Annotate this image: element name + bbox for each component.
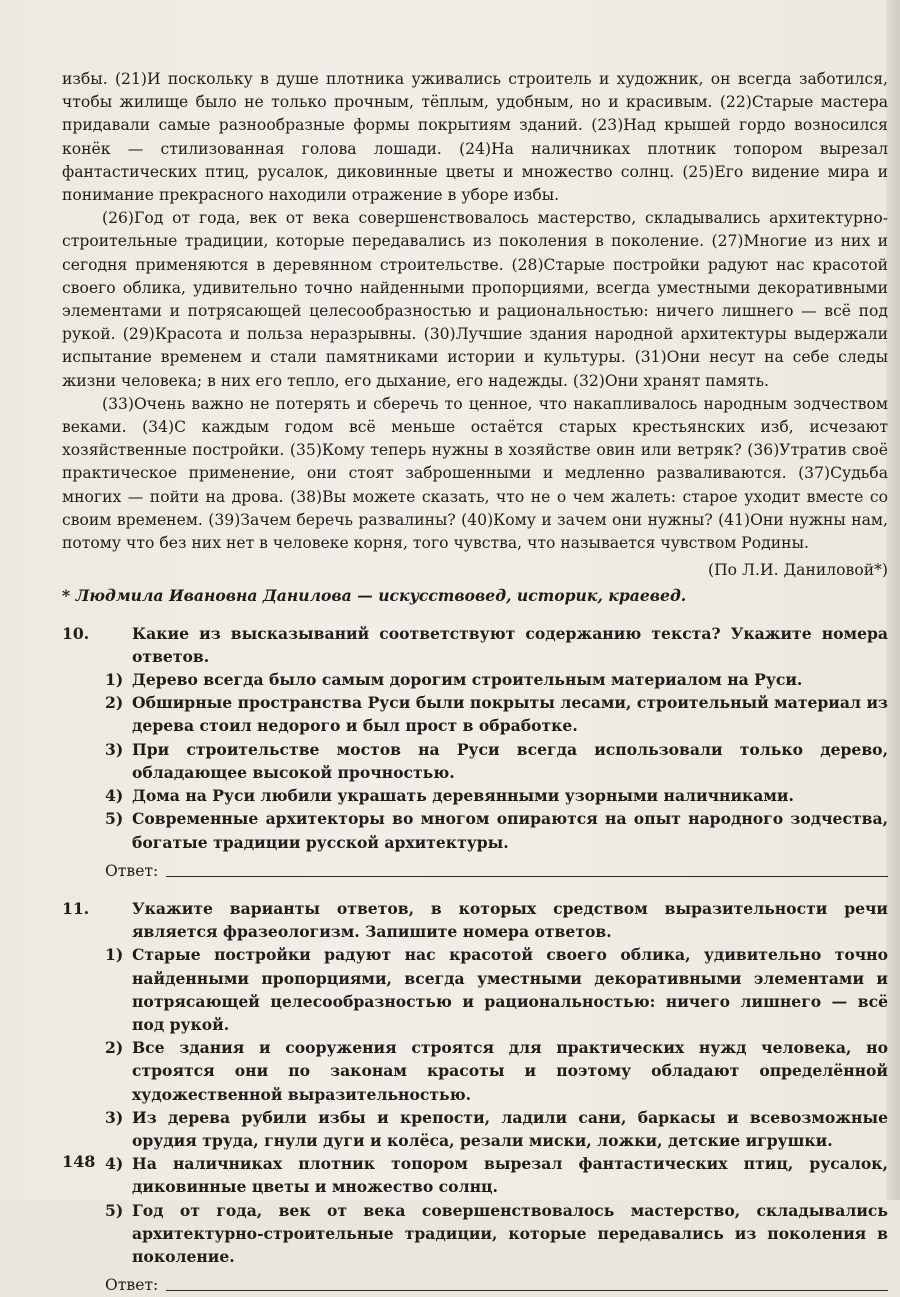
option-number: 3) (105, 1107, 124, 1127)
option-number: 2) (105, 1038, 124, 1058)
option-text: Год от года, век от века совершенствовалось мастерство, складывались архитектурно-строительные традиции, которые передавались из поколения в поколение. (132, 1200, 888, 1266)
answer-label: Ответ: (105, 1276, 159, 1295)
passage-paragraph: (26)Год от года, век от века совершенствовалось мастерство, складывались архитектурно-строительные традиции, которые передавались из поколения в поколение. (27)Многие из них и сегодня применяются в деревянном строительстве. (28)Старые постройки радуют нас красотой своего облика, удивительно точно найденными пропорциями, всегда уместными декоративными элементами и потрясающей целесообразностью и рациональностью: ничего лишнего — всё под рукой. (29)Красота и польза неразрывны. (30)Лучшие здания народной архитектуры выдержали испытание временем и стали памятниками истории и культуры. (31)Они несут на себе следы жизни человека; в них его тепло, его дыхание, его надежды. (32)Они хранят память. (62, 209, 888, 390)
author-footnote: * Людмила Ивановна Данилова — искусствовед, историк, краевед. (62, 586, 687, 606)
option-text: Все здания и сооружения строятся для практических нужд человека, но строятся они по законам красоты и поэтому обладают определённой художественной выразительностью. (132, 1038, 888, 1104)
answer-option (62, 943, 888, 1036)
answer-row (62, 1274, 888, 1297)
answer-option (62, 807, 888, 853)
passage-paragraph: (33)Очень важно не потерять и сберечь то ценное, что накапливалось народным зодчеством веками. (34)С каждым годом всё меньше остаётся старых крестьянских изб, исчезают хозяйственные постройки. (35)Кому теперь нужны в хозяйстве овин или ветряк? (36)Утратив своё практическое применение, они стоят заброшенными и медленно разваливаются. (37)Судьба многих — пойти на дрова. (38)Вы можете сказать, что не о чем жалеть: старое уходит вместе со своим временем. (39)Зачем беречь развалины? (40)Кому и зачем они нужны? (41)Они нужны нам, потому что без них нет в человеке корня, того чувства, что называется чувством Родины. (62, 394, 888, 553)
option-number: 3) (105, 739, 124, 759)
answer-option (62, 1106, 888, 1152)
question-text: Какие из высказываний соответствуют содержанию текста? Укажите номера ответов. (132, 623, 888, 666)
answer-option (62, 668, 888, 691)
option-text: Старые постройки радуют нас красотой своего облика, удивительно точно найденными пропорциями, всегда уместными декоративными элементами и потрясающей целесообразностью и рациональностью: ничего лишнего — всё под рукой. (132, 945, 888, 1034)
option-text: Дома на Руси любили украшать деревянными узорными наличниками. (132, 786, 794, 806)
question-11 (62, 897, 888, 1297)
answer-option (62, 1152, 888, 1198)
question-number: 10. (62, 623, 90, 643)
option-text: Дерево всегда было самым дорогим строительным материалом на Руси. (132, 670, 803, 690)
question-10 (62, 622, 888, 883)
option-number: 4) (105, 1154, 124, 1174)
answer-row (62, 860, 888, 883)
option-text: На наличниках плотник топором вырезал фантастических птиц, русалок, диковинные цветы и множество солнц. (132, 1154, 888, 1197)
answer-option (62, 691, 888, 737)
option-text: При строительстве мостов на Руси всегда использовали только дерево, обладающее высокой прочностью. (132, 739, 888, 782)
passage-paragraph: избы. (21)И поскольку в душе плотника уживались строитель и художник, он всегда заботился, чтобы жилище было не только прочным, тёплым, удобным, но и красивым. (22)Старые мастера придавали самые разнообразные формы покрытиям зданий. (23)Над крышей гордо возносился конёк — стилизованная голова лошади. (24)На наличниках плотник топором вырезал фантастических птиц, русалок, диковинные цветы и множество солнц. (25)Его видение мира и понимание прекрасного находили отражение в уборе избы. (62, 70, 888, 205)
answer-option (62, 1199, 888, 1269)
page-edge-shadow (886, 0, 900, 1200)
passage-source: (По Л.И. Даниловой*) (707, 561, 888, 580)
option-text: Обширные пространства Руси были покрыты лесами, строительный материал из дерева стоил недорого и был прост в обработке. (132, 693, 888, 736)
answer-option (62, 784, 888, 807)
answer-line[interactable] (166, 1274, 888, 1291)
option-number: 1) (105, 670, 124, 690)
option-number: 1) (105, 945, 124, 965)
option-text: Из дерева рубили избы и крепости, ладили сани, баркасы и всевозможные орудия труда, гнули дуги и колёса, резали миски, ложки, детские игрушки. (132, 1107, 888, 1150)
option-number: 5) (105, 1200, 124, 1220)
question-text: Укажите варианты ответов, в которых средством выразительности речи является фразеологизм. Запишите номера ответов. (132, 898, 888, 942)
answer-option (62, 738, 888, 784)
option-number: 4) (105, 786, 124, 806)
option-number: 5) (105, 809, 124, 829)
option-number: 2) (105, 693, 124, 713)
question-number: 11. (62, 898, 90, 918)
page-number: 148 (62, 1152, 96, 1171)
page-text (62, 68, 888, 1297)
option-text: Современные архитекторы во многом опираются на опыт народного зодчества, богатые традиции русской архитектуры. (132, 809, 888, 852)
answer-label: Ответ: (105, 861, 159, 880)
answer-line[interactable] (166, 860, 888, 877)
answer-option (62, 1036, 888, 1106)
